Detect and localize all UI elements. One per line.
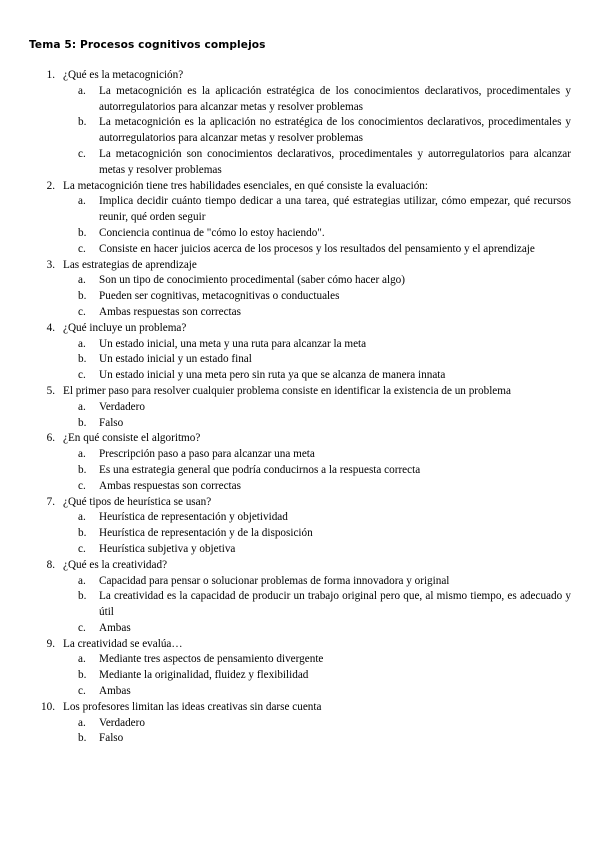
question-item bbox=[0, 637, 600, 700]
answer-letter: c. bbox=[78, 242, 86, 255]
answer-letter: a. bbox=[78, 274, 86, 287]
answer-letter: b. bbox=[78, 416, 87, 429]
answer-text: Mediante tres aspectos de pensamiento divergente bbox=[99, 653, 324, 666]
answer-letter: b. bbox=[78, 590, 87, 603]
answer-letter: a. bbox=[78, 400, 86, 413]
answer-list bbox=[0, 84, 600, 179]
answer-letter: b. bbox=[78, 226, 87, 239]
answer-option bbox=[0, 574, 600, 590]
answer-list bbox=[0, 337, 600, 384]
answer-list bbox=[0, 652, 600, 699]
answer-letter: a. bbox=[78, 574, 86, 587]
answer-option bbox=[0, 115, 600, 147]
answer-letter: c. bbox=[78, 305, 86, 318]
answer-list bbox=[0, 716, 600, 748]
question-item bbox=[0, 179, 600, 258]
answer-letter: b. bbox=[78, 290, 87, 303]
question-text: ¿Qué es la creatividad? bbox=[63, 558, 168, 571]
answer-letter: a. bbox=[78, 716, 86, 729]
answer-letter: b. bbox=[78, 732, 87, 745]
answer-text: La metacognición son conocimientos declarativos, procedimentales y autorregulatorios para alcanzar metas y resolver problemas bbox=[99, 147, 571, 176]
answer-letter: b. bbox=[78, 669, 87, 682]
answer-letter: c. bbox=[78, 147, 86, 160]
answer-text: La metacognición es la aplicación estratégica de los conocimientos declarativos, procedimentales y autorregulatorios para alcanzar metas y resolver problemas bbox=[99, 84, 571, 113]
answer-option bbox=[0, 589, 600, 621]
answer-option bbox=[0, 242, 600, 258]
answer-letter: a. bbox=[78, 195, 86, 208]
answer-list bbox=[0, 510, 600, 557]
answer-text: Ambas respuestas son correctas bbox=[99, 305, 241, 318]
answer-letter: a. bbox=[78, 84, 86, 97]
answer-option bbox=[0, 289, 600, 305]
answer-text: Un estado inicial y un estado final bbox=[99, 353, 252, 366]
question-number: 1. bbox=[46, 69, 55, 81]
question-item bbox=[0, 431, 600, 494]
question-text: La metacognición tiene tres habilidades esenciales, en qué consiste la evaluación: bbox=[63, 179, 429, 192]
answer-list bbox=[0, 400, 600, 432]
answer-option bbox=[0, 337, 600, 353]
page-title: Tema 5: Procesos cognitivos complejos bbox=[29, 39, 266, 51]
question-number: 5. bbox=[46, 384, 55, 397]
answer-option bbox=[0, 652, 600, 668]
answer-letter: b. bbox=[78, 463, 87, 476]
answer-letter: c. bbox=[78, 369, 86, 382]
answer-option bbox=[0, 400, 600, 416]
answer-option bbox=[0, 731, 600, 747]
question-number: 3. bbox=[46, 258, 55, 271]
answer-letter: b. bbox=[78, 527, 87, 540]
question-list bbox=[0, 68, 600, 747]
answer-text: Verdadero bbox=[99, 716, 145, 729]
answer-text: Es una estrategia general que podría conducirnos a la respuesta correcta bbox=[99, 463, 421, 476]
question-text: ¿Qué incluye un problema? bbox=[63, 321, 187, 334]
question-item bbox=[0, 384, 600, 431]
question-item bbox=[0, 700, 600, 747]
answer-text: Prescripción paso a paso para alcanzar una meta bbox=[99, 448, 315, 461]
answer-text: Heurística subjetiva y objetiva bbox=[99, 542, 236, 555]
question-text: Las estrategias de aprendizaje bbox=[63, 258, 197, 271]
answer-option bbox=[0, 84, 600, 116]
answer-letter: b. bbox=[78, 116, 87, 129]
answer-text: Falso bbox=[99, 416, 124, 429]
answer-list bbox=[0, 194, 600, 257]
answer-text: Capacidad para pensar o solucionar problemas de forma innovadora y original bbox=[99, 574, 450, 587]
answer-letter: c. bbox=[78, 621, 86, 634]
question-item bbox=[0, 321, 600, 384]
answer-text: Verdadero bbox=[99, 400, 145, 413]
answer-letter: b. bbox=[78, 353, 87, 366]
answer-text: Heurística de representación y de la disposición bbox=[99, 527, 313, 540]
answer-letter: a. bbox=[78, 337, 86, 350]
question-number: 6. bbox=[46, 432, 55, 445]
answer-option bbox=[0, 447, 600, 463]
answer-letter: a. bbox=[78, 511, 86, 524]
question-item bbox=[0, 68, 600, 179]
answer-text: La metacognición es la aplicación no estratégica de los conocimientos declarativos, procedimentales y autorregulatorios para alcanzar metas y resolver problemas bbox=[99, 116, 571, 145]
question-number: 4. bbox=[46, 321, 55, 334]
answer-option bbox=[0, 416, 600, 432]
answer-option bbox=[0, 368, 600, 384]
answer-text: Conciencia continua de "cómo lo estoy haciendo". bbox=[99, 226, 325, 239]
answer-option bbox=[0, 463, 600, 479]
answer-option bbox=[0, 621, 600, 637]
answer-option bbox=[0, 194, 600, 226]
question-text: La creatividad se evalúa… bbox=[63, 637, 183, 650]
answer-text: Heurística de representación y objetividad bbox=[99, 511, 288, 524]
question-item bbox=[0, 258, 600, 321]
question-number: 9. bbox=[46, 637, 55, 650]
answer-option bbox=[0, 542, 600, 558]
question-item bbox=[0, 495, 600, 558]
answer-text: Ambas respuestas son correctas bbox=[99, 479, 241, 492]
answer-option bbox=[0, 668, 600, 684]
answer-letter: a. bbox=[78, 653, 86, 666]
question-number: 7. bbox=[46, 495, 55, 508]
answer-text: Ambas bbox=[99, 621, 131, 634]
question-number: 2. bbox=[46, 179, 55, 192]
answer-list bbox=[0, 447, 600, 494]
answer-option bbox=[0, 716, 600, 732]
answer-text: Un estado inicial y una meta pero sin ruta ya que se alcanza de manera innata bbox=[99, 369, 446, 382]
answer-letter: c. bbox=[78, 542, 86, 555]
answer-option bbox=[0, 510, 600, 526]
answer-text: Mediante la originalidad, fluidez y flexibilidad bbox=[99, 669, 309, 682]
answer-option bbox=[0, 684, 600, 700]
question-text: ¿Qué tipos de heurística se usan? bbox=[63, 495, 212, 508]
answer-text: Falso bbox=[99, 732, 124, 745]
question-text: ¿Qué es la metacognición? bbox=[63, 69, 184, 81]
answer-option bbox=[0, 226, 600, 242]
answer-text: Pueden ser cognitivas, metacognitivas o conductuales bbox=[99, 290, 340, 303]
answer-letter: c. bbox=[78, 685, 86, 698]
question-number: 10. bbox=[41, 700, 55, 713]
answer-option bbox=[0, 352, 600, 368]
answer-option bbox=[0, 273, 600, 289]
answer-letter: a. bbox=[78, 448, 86, 461]
answer-text: Implica decidir cuánto tiempo dedicar a una tarea, qué estrategias utilizar, cómo empezar, qué recursos reunir, qué orden seguir bbox=[99, 195, 571, 224]
answer-text: Son un tipo de conocimiento procedimental (saber cómo hacer algo) bbox=[99, 274, 406, 287]
answer-letter: c. bbox=[78, 479, 86, 492]
answer-list bbox=[0, 273, 600, 320]
answer-text: Un estado inicial, una meta y una ruta para alcanzar la meta bbox=[99, 337, 367, 350]
answer-text: Consiste en hacer juicios acerca de los procesos y los resultados del pensamiento y el aprendizaje bbox=[99, 242, 535, 255]
answer-option bbox=[0, 147, 600, 179]
question-item bbox=[0, 558, 600, 637]
answer-text: Ambas bbox=[99, 685, 131, 698]
answer-option bbox=[0, 305, 600, 321]
answer-text: La creatividad es la capacidad de producir un trabajo original pero que, al mismo tiempo, es adecuado y útil bbox=[99, 590, 571, 619]
answer-option bbox=[0, 526, 600, 542]
question-text: Los profesores limitan las ideas creativas sin darse cuenta bbox=[63, 700, 322, 713]
answer-option bbox=[0, 479, 600, 495]
question-text: El primer paso para resolver cualquier problema consiste en identificar la existencia de un problema bbox=[63, 384, 511, 397]
question-text: ¿En qué consiste el algoritmo? bbox=[63, 432, 201, 445]
question-number: 8. bbox=[46, 558, 55, 571]
answer-list bbox=[0, 574, 600, 637]
